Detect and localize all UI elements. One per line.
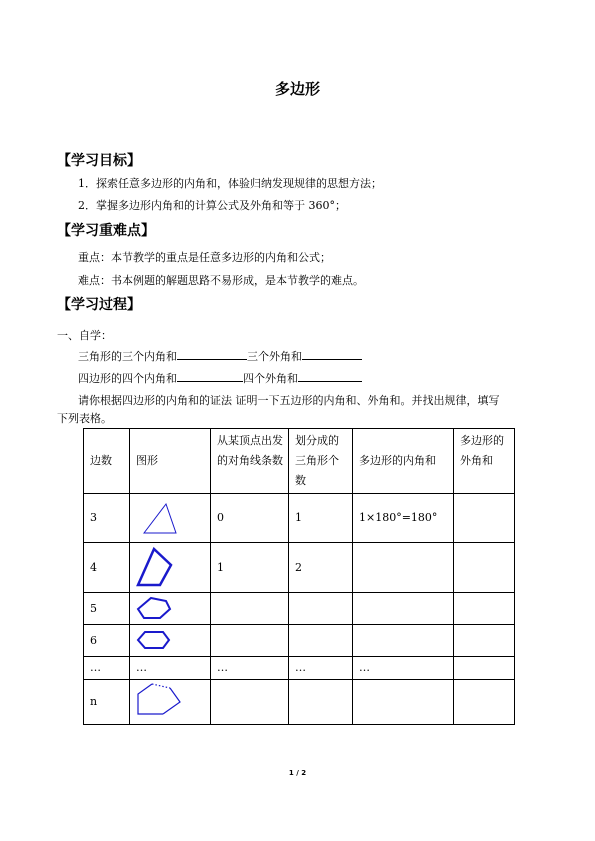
section-goals-heading: 【学习目标】: [57, 153, 141, 169]
quad-exterior-blank[interactable]: [298, 371, 362, 382]
self-study-heading: 一、自学：: [57, 329, 112, 342]
table-row: [84, 593, 515, 625]
table-row: [84, 680, 515, 725]
goal-item: 2．掌握多边形内角和的计算公式及外角和等于 360°；: [78, 199, 346, 212]
table-row: [84, 494, 515, 543]
cell-sides: 4: [84, 543, 130, 593]
triangle-exterior-label: 三个外角和: [247, 350, 302, 363]
cell-sides: 5: [84, 593, 130, 625]
table-row: [84, 657, 515, 680]
cell-exterior-sum: [454, 593, 515, 625]
table-row: [84, 625, 515, 657]
cell-shape: [130, 593, 211, 625]
quad-interior-blank[interactable]: [177, 371, 243, 382]
n-gon-icon: [136, 682, 206, 722]
cell-exterior-sum: [454, 494, 515, 543]
cell-shape: …: [130, 657, 211, 680]
polygon-table: [83, 428, 515, 725]
cell-interior-sum: 1×180°=180°: [353, 494, 454, 543]
cell-diagonals: 0: [211, 494, 289, 543]
quad-sum-line: [78, 370, 362, 386]
cell-shape: [130, 494, 211, 543]
instruction-text: 请你根据四边形的内角和的证法 证明一下五边形的内角和、外角和。并找出规律，填写: [78, 394, 500, 407]
cell-interior-sum: [353, 593, 454, 625]
cell-interior-sum: [353, 625, 454, 657]
hexagon-icon: [136, 629, 206, 653]
quadrilateral-icon: [136, 545, 206, 591]
section-key-points-heading: 【学习重难点】: [57, 223, 155, 239]
instruction-text-cont: 下列表格。: [57, 412, 112, 425]
table-row: [84, 543, 515, 593]
cell-diagonals: [211, 593, 289, 625]
cell-triangles: [289, 680, 353, 725]
cell-diagonals: 1: [211, 543, 289, 593]
triangle-sum-line: [78, 348, 362, 364]
cell-triangles: 1: [289, 494, 353, 543]
cell-shape: [130, 680, 211, 725]
cell-interior-sum: [353, 543, 454, 593]
header-diagonals: 从某顶点出发的对角线条数: [211, 429, 289, 494]
cell-interior-sum: …: [353, 657, 454, 680]
cell-diagonals: …: [211, 657, 289, 680]
page-title: 多边形: [274, 80, 320, 98]
triangle-exterior-blank[interactable]: [302, 349, 362, 360]
cell-exterior-sum: [454, 543, 515, 593]
header-interior-sum: 多边形的内角和: [353, 429, 454, 494]
table-header-row: [84, 429, 515, 494]
page-number: 1 / 2: [288, 769, 307, 777]
cell-triangles: [289, 625, 353, 657]
header-shape: 图形: [130, 429, 211, 494]
quad-exterior-label: 四个外角和: [243, 372, 298, 385]
quad-interior-label: 四边形的四个内角和: [78, 372, 177, 385]
cell-interior-sum: [353, 680, 454, 725]
cell-sides: …: [84, 657, 130, 680]
header-sides: 边数: [84, 429, 130, 494]
cell-triangles: 2: [289, 543, 353, 593]
triangle-icon: [136, 498, 206, 538]
header-exterior-sum: 多边形的外角和: [454, 429, 515, 494]
cell-exterior-sum: [454, 680, 515, 725]
cell-shape: [130, 625, 211, 657]
cell-triangles: [289, 593, 353, 625]
section-process-heading: 【学习过程】: [57, 297, 141, 313]
triangle-interior-blank[interactable]: [177, 349, 247, 360]
cell-exterior-sum: [454, 625, 515, 657]
key-point-item: 难点：书本例题的解题思路不易形成，是本节教学的难点。: [78, 274, 364, 287]
goal-item: 1．探索任意多边形的内角和，体验归纳发现规律的思想方法；: [78, 177, 382, 190]
cell-sides: 6: [84, 625, 130, 657]
cell-diagonals: [211, 625, 289, 657]
pentagon-icon: [136, 596, 206, 622]
key-point-item: 重点：本节教学的重点是任意多边形的内角和公式；: [78, 251, 331, 264]
cell-diagonals: [211, 680, 289, 725]
cell-triangles: …: [289, 657, 353, 680]
header-triangles: 划分成的三角形个数: [289, 429, 353, 494]
cell-sides: 3: [84, 494, 130, 543]
triangle-interior-label: 三角形的三个内角和: [78, 350, 177, 363]
cell-sides: n: [84, 680, 130, 725]
cell-shape: [130, 543, 211, 593]
cell-exterior-sum: [454, 657, 515, 680]
